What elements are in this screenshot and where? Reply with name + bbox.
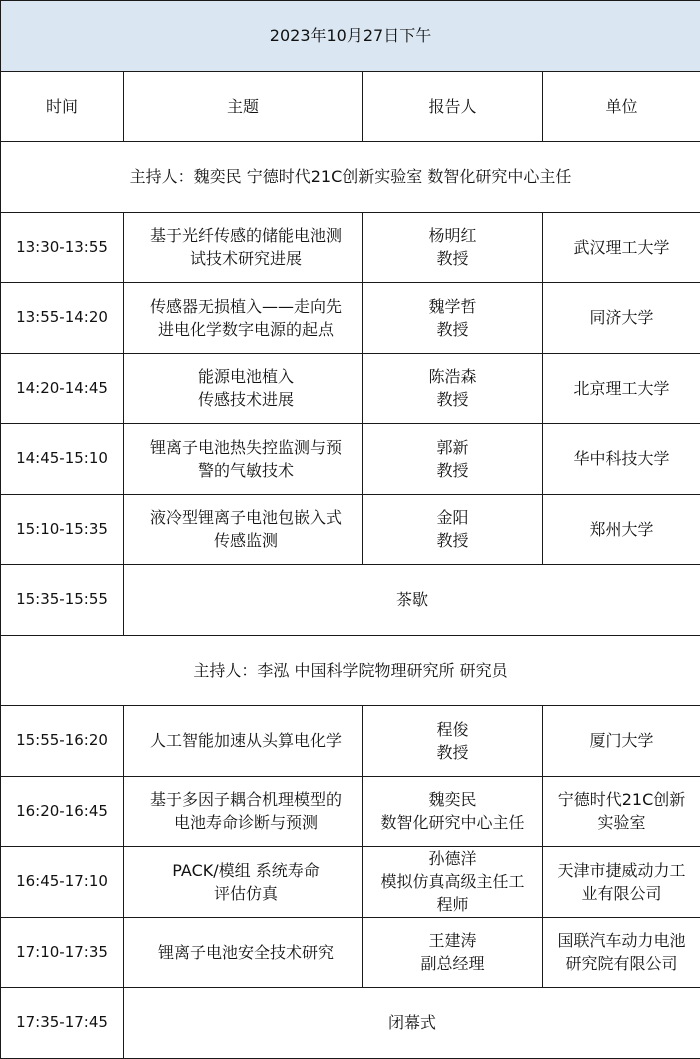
session-topic (124, 353, 363, 424)
session-speaker-line: 副总经理 (369, 952, 536, 975)
session-topic-line: 评估仿真 (134, 882, 358, 905)
session-speaker-line: 教授 (369, 247, 536, 270)
session-unit-line: 业有限公司 (549, 882, 694, 905)
session-unit-line: 同济大学 (549, 306, 694, 329)
session-topic (124, 847, 363, 918)
session-unit (543, 353, 700, 424)
session-topic-line: 进电化学数字电源的起点 (134, 318, 358, 341)
session-speaker-line: 数智化研究中心主任 (369, 811, 536, 834)
session-row (1, 706, 700, 777)
session-unit-line: 郑州大学 (549, 518, 694, 541)
session-row (1, 424, 700, 495)
session-speaker-line: 魏奕民 (369, 788, 536, 811)
session-unit (543, 776, 700, 847)
session-speaker (363, 847, 543, 918)
column-header-speaker: 报告人 (363, 71, 543, 142)
session-speaker (363, 706, 543, 777)
session-time: 16:45-17:10 (1, 847, 124, 918)
session-unit (543, 283, 700, 354)
session-topic-line: 电池寿命诊断与预测 (134, 811, 358, 834)
session-unit-line: 华中科技大学 (549, 447, 694, 470)
session-topic-line: 基于多因子耦合机理模型的 (134, 788, 358, 811)
session-speaker-line: 王建涛 (369, 929, 536, 952)
session-topic-line: 锂离子电池热失控监测与预 (134, 436, 358, 459)
session-topic-line: PACK/模组 系统寿命 (134, 859, 358, 882)
break-label: 茶歇 (124, 565, 700, 636)
session-time: 15:10-15:35 (1, 494, 124, 565)
session-unit (543, 494, 700, 565)
session-speaker (363, 776, 543, 847)
session-speaker-line: 魏学哲 (369, 295, 536, 318)
session-unit-line: 国联汽车动力电池 (549, 929, 694, 952)
session-row (1, 212, 700, 283)
column-header-topic: 主题 (124, 71, 363, 142)
host-row (1, 142, 700, 213)
session-topic-line: 基于光纤传感的储能电池测 (134, 224, 358, 247)
session-speaker-line: 金阳 (369, 506, 536, 529)
session-time: 13:55-14:20 (1, 283, 124, 354)
session-topic (124, 212, 363, 283)
session-speaker (363, 424, 543, 495)
break-row (1, 988, 700, 1059)
session-topic-line: 能源电池植入 (134, 365, 358, 388)
session-unit (543, 212, 700, 283)
session-unit (543, 847, 700, 918)
column-header-time: 时间 (1, 71, 124, 142)
session-speaker (363, 494, 543, 565)
session-speaker (363, 917, 543, 988)
session-topic-line: 液冷型锂离子电池包嵌入式 (134, 506, 358, 529)
session-topic-line: 人工智能加速从头算电化学 (134, 729, 358, 752)
schedule-title: 2023年10月27日下午 (1, 1, 700, 72)
session-speaker-line: 程师 (369, 893, 536, 916)
session-speaker-line: 教授 (369, 318, 536, 341)
session-topic (124, 283, 363, 354)
session-speaker-line: 模拟仿真高级主任工 (369, 870, 536, 893)
break-label: 闭幕式 (124, 988, 700, 1059)
session-unit (543, 424, 700, 495)
session-speaker-line: 郭新 (369, 436, 536, 459)
session-speaker-line: 陈浩森 (369, 365, 536, 388)
session-unit-line: 研究院有限公司 (549, 952, 694, 975)
session-row (1, 917, 700, 988)
session-unit-line: 北京理工大学 (549, 377, 694, 400)
session-topic (124, 776, 363, 847)
session-row (1, 283, 700, 354)
session-topic-line: 警的气敏技术 (134, 459, 358, 482)
session-speaker-line: 杨明红 (369, 224, 536, 247)
session-unit (543, 917, 700, 988)
session-speaker-line: 教授 (369, 529, 536, 552)
session-topic-line: 传感技术进展 (134, 388, 358, 411)
session-row (1, 847, 700, 918)
session-topic-line: 试技术研究进展 (134, 247, 358, 270)
session-time: 17:35-17:45 (1, 988, 124, 1059)
session-time: 14:45-15:10 (1, 424, 124, 495)
session-unit-line: 武汉理工大学 (549, 236, 694, 259)
session-topic (124, 494, 363, 565)
session-row (1, 494, 700, 565)
session-speaker (363, 283, 543, 354)
session-time: 17:10-17:35 (1, 917, 124, 988)
session-speaker-line: 程俊 (369, 718, 536, 741)
session-row (1, 353, 700, 424)
session-topic-line: 锂离子电池安全技术研究 (134, 941, 358, 964)
session-time: 14:20-14:45 (1, 353, 124, 424)
session-unit-line: 实验室 (549, 811, 694, 834)
title-row (1, 1, 700, 72)
column-header-unit: 单位 (543, 71, 700, 142)
host-label: 主持人：李泓 中国科学院物理研究所 研究员 (1, 635, 700, 706)
session-row (1, 776, 700, 847)
session-topic-line: 传感器无损植入——走向先 (134, 295, 358, 318)
session-unit-line: 厦门大学 (549, 729, 694, 752)
session-speaker (363, 212, 543, 283)
session-time: 15:55-16:20 (1, 706, 124, 777)
session-unit (543, 706, 700, 777)
session-speaker-line: 教授 (369, 388, 536, 411)
session-topic (124, 706, 363, 777)
session-unit-line: 天津市捷威动力工 (549, 859, 694, 882)
session-speaker-line: 教授 (369, 741, 536, 764)
session-topic-line: 传感监测 (134, 529, 358, 552)
session-unit-line: 宁德时代21C创新 (549, 788, 694, 811)
session-topic (124, 917, 363, 988)
session-speaker-line: 孙德洋 (369, 847, 536, 870)
session-topic (124, 424, 363, 495)
session-time: 13:30-13:55 (1, 212, 124, 283)
session-speaker-line: 教授 (369, 459, 536, 482)
column-header-row (1, 71, 700, 142)
break-row (1, 565, 700, 636)
session-speaker (363, 353, 543, 424)
session-time: 16:20-16:45 (1, 776, 124, 847)
host-row (1, 635, 700, 706)
session-time: 15:35-15:55 (1, 565, 124, 636)
host-label: 主持人：魏奕民 宁德时代21C创新实验室 数智化研究中心主任 (1, 142, 700, 213)
